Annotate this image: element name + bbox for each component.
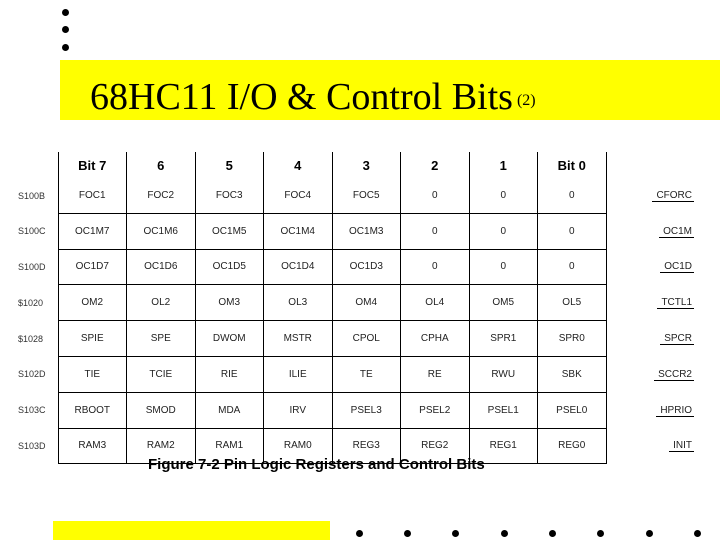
- bit-cell: ILIE: [264, 356, 333, 392]
- bit-cell: OC1M7: [58, 213, 127, 249]
- bit-cell: OC1M3: [332, 213, 401, 249]
- register-name: OC1M: [659, 226, 694, 238]
- register-name-cell: [606, 249, 698, 285]
- table-row: [18, 249, 698, 285]
- bit-cell: TCIE: [127, 356, 196, 392]
- bit-cell: 0: [538, 213, 607, 249]
- bit-cell: 0: [469, 178, 538, 213]
- register-address: S100B: [18, 190, 46, 201]
- bit-cell: SPR0: [538, 321, 607, 357]
- bit-cell: RIE: [195, 356, 264, 392]
- bit-cell: OC1D6: [127, 249, 196, 285]
- bit-cell: RWU: [469, 356, 538, 392]
- table-row: [18, 321, 698, 357]
- register-name-cell: [606, 285, 698, 321]
- register-name: SCCR2: [654, 369, 694, 381]
- bit-cell: SPIE: [58, 321, 127, 357]
- header-cell: 1: [469, 152, 538, 178]
- bit-cell: FOC1: [58, 178, 127, 213]
- register-name-cell: [606, 178, 698, 213]
- register-address: $1020: [18, 297, 44, 308]
- bit-cell: OC1D7: [58, 249, 127, 285]
- figure-caption: Figure 7-2 Pin Logic Registers and Control Bits: [148, 456, 485, 473]
- bit-cell: SBK: [538, 356, 607, 392]
- bit-cell: CPOL: [332, 321, 401, 357]
- register-name: CFORC: [652, 190, 694, 202]
- bit-cell: OC1D3: [332, 249, 401, 285]
- bit-cell: FOC2: [127, 178, 196, 213]
- bit-cell: OM2: [58, 285, 127, 321]
- bit-cell: PSEL3: [332, 392, 401, 428]
- bit-cell: RBOOT: [58, 392, 127, 428]
- bullet-dot-icon: [356, 530, 363, 537]
- bit-cell: 0: [538, 249, 607, 285]
- bit-cell: OM5: [469, 285, 538, 321]
- header-cell: 3: [332, 152, 401, 178]
- register-address: S103D: [18, 440, 46, 451]
- register-name: TCTL1: [657, 297, 694, 309]
- bit-cell: REG2: [401, 428, 470, 464]
- table-row: [18, 392, 698, 428]
- bit-cell: FOC5: [332, 178, 401, 213]
- bit-cell: 0: [538, 178, 607, 213]
- register-name-cell: [606, 213, 698, 249]
- bullet-dot-icon: [549, 530, 556, 537]
- register-address: S100D: [18, 261, 46, 272]
- bit-cell: FOC4: [264, 178, 333, 213]
- bit-cell: OC1M5: [195, 213, 264, 249]
- bit-cell: RAM1: [195, 428, 264, 464]
- bit-cell: PSEL2: [401, 392, 470, 428]
- bit-cell: RE: [401, 356, 470, 392]
- header-cell: Bit 0: [538, 152, 607, 178]
- register-name: INIT: [669, 440, 694, 452]
- table-row: [18, 213, 698, 249]
- bit-cell: RAM0: [264, 428, 333, 464]
- bullet-dot-icon: [452, 530, 459, 537]
- bit-cell: OL3: [264, 285, 333, 321]
- header-cell: 5: [195, 152, 264, 178]
- bit-cell: FOC3: [195, 178, 264, 213]
- register-name: HPRIO: [656, 405, 694, 417]
- bit-cell: OC1M6: [127, 213, 196, 249]
- bit-cell: SPE: [127, 321, 196, 357]
- table-row: [18, 178, 698, 213]
- register-name: OC1D: [660, 261, 694, 273]
- bit-cell: RAM2: [127, 428, 196, 464]
- bit-cell: OM3: [195, 285, 264, 321]
- bit-cell: REG1: [469, 428, 538, 464]
- bullet-dot-icon: [404, 530, 411, 537]
- header-cell-blank: [606, 152, 698, 178]
- bit-cell: PSEL0: [538, 392, 607, 428]
- bottom-band: [53, 521, 330, 540]
- header-cell: 2: [401, 152, 470, 178]
- bit-cell: 0: [401, 249, 470, 285]
- register-address: S103C: [18, 405, 46, 416]
- bullet-dot-icon: [62, 9, 69, 16]
- register-name-cell: [606, 321, 698, 357]
- register-table: [18, 152, 698, 464]
- bit-cell: REG3: [332, 428, 401, 464]
- bit-cell: OM4: [332, 285, 401, 321]
- bullet-dot-icon: [62, 44, 69, 51]
- bit-cell: PSEL1: [469, 392, 538, 428]
- bit-cell: OL2: [127, 285, 196, 321]
- bit-cell: 0: [469, 249, 538, 285]
- slide-title: 68HC11 I/O & Control Bits $^{(2)}$: [90, 76, 536, 118]
- register-address: $1028: [18, 333, 44, 344]
- bit-cell: TIE: [58, 356, 127, 392]
- bit-cell: RAM3: [58, 428, 127, 464]
- bullet-dot-icon: [62, 26, 69, 33]
- bit-cell: 0: [469, 213, 538, 249]
- bullet-dot-icon: [501, 530, 508, 537]
- bit-cell: OC1D5: [195, 249, 264, 285]
- register-name: SPCR: [660, 333, 694, 345]
- bit-cell: 0: [401, 213, 470, 249]
- register-address: S102D: [18, 369, 46, 380]
- register-name-cell: [606, 428, 698, 464]
- header-cell-blank: [18, 152, 58, 178]
- bit-cell: OL5: [538, 285, 607, 321]
- header-row: [18, 152, 698, 178]
- bullet-dot-icon: [694, 530, 701, 537]
- bit-cell: MSTR: [264, 321, 333, 357]
- bit-cell: OL4: [401, 285, 470, 321]
- bullet-dot-icon: [597, 530, 604, 537]
- bit-cell: SPR1: [469, 321, 538, 357]
- bullet-dot-icon: [646, 530, 653, 537]
- table-row: [18, 285, 698, 321]
- register-name-cell: [606, 392, 698, 428]
- bit-cell: CPHA: [401, 321, 470, 357]
- header-cell: 6: [127, 152, 196, 178]
- header-cell: 4: [264, 152, 333, 178]
- bit-cell: SMOD: [127, 392, 196, 428]
- bit-cell: OC1D4: [264, 249, 333, 285]
- bit-cell: REG0: [538, 428, 607, 464]
- bit-cell: DWOM: [195, 321, 264, 357]
- register-name-cell: [606, 356, 698, 392]
- header-cell: Bit 7: [58, 152, 127, 178]
- bit-cell: OC1M4: [264, 213, 333, 249]
- bit-cell: TE: [332, 356, 401, 392]
- bit-cell: 0: [401, 178, 470, 213]
- table-row: [18, 356, 698, 392]
- register-address: S100C: [18, 226, 46, 237]
- bit-cell: MDA: [195, 392, 264, 428]
- slide-title-suffix: (2): [516, 92, 536, 109]
- bit-cell: IRV: [264, 392, 333, 428]
